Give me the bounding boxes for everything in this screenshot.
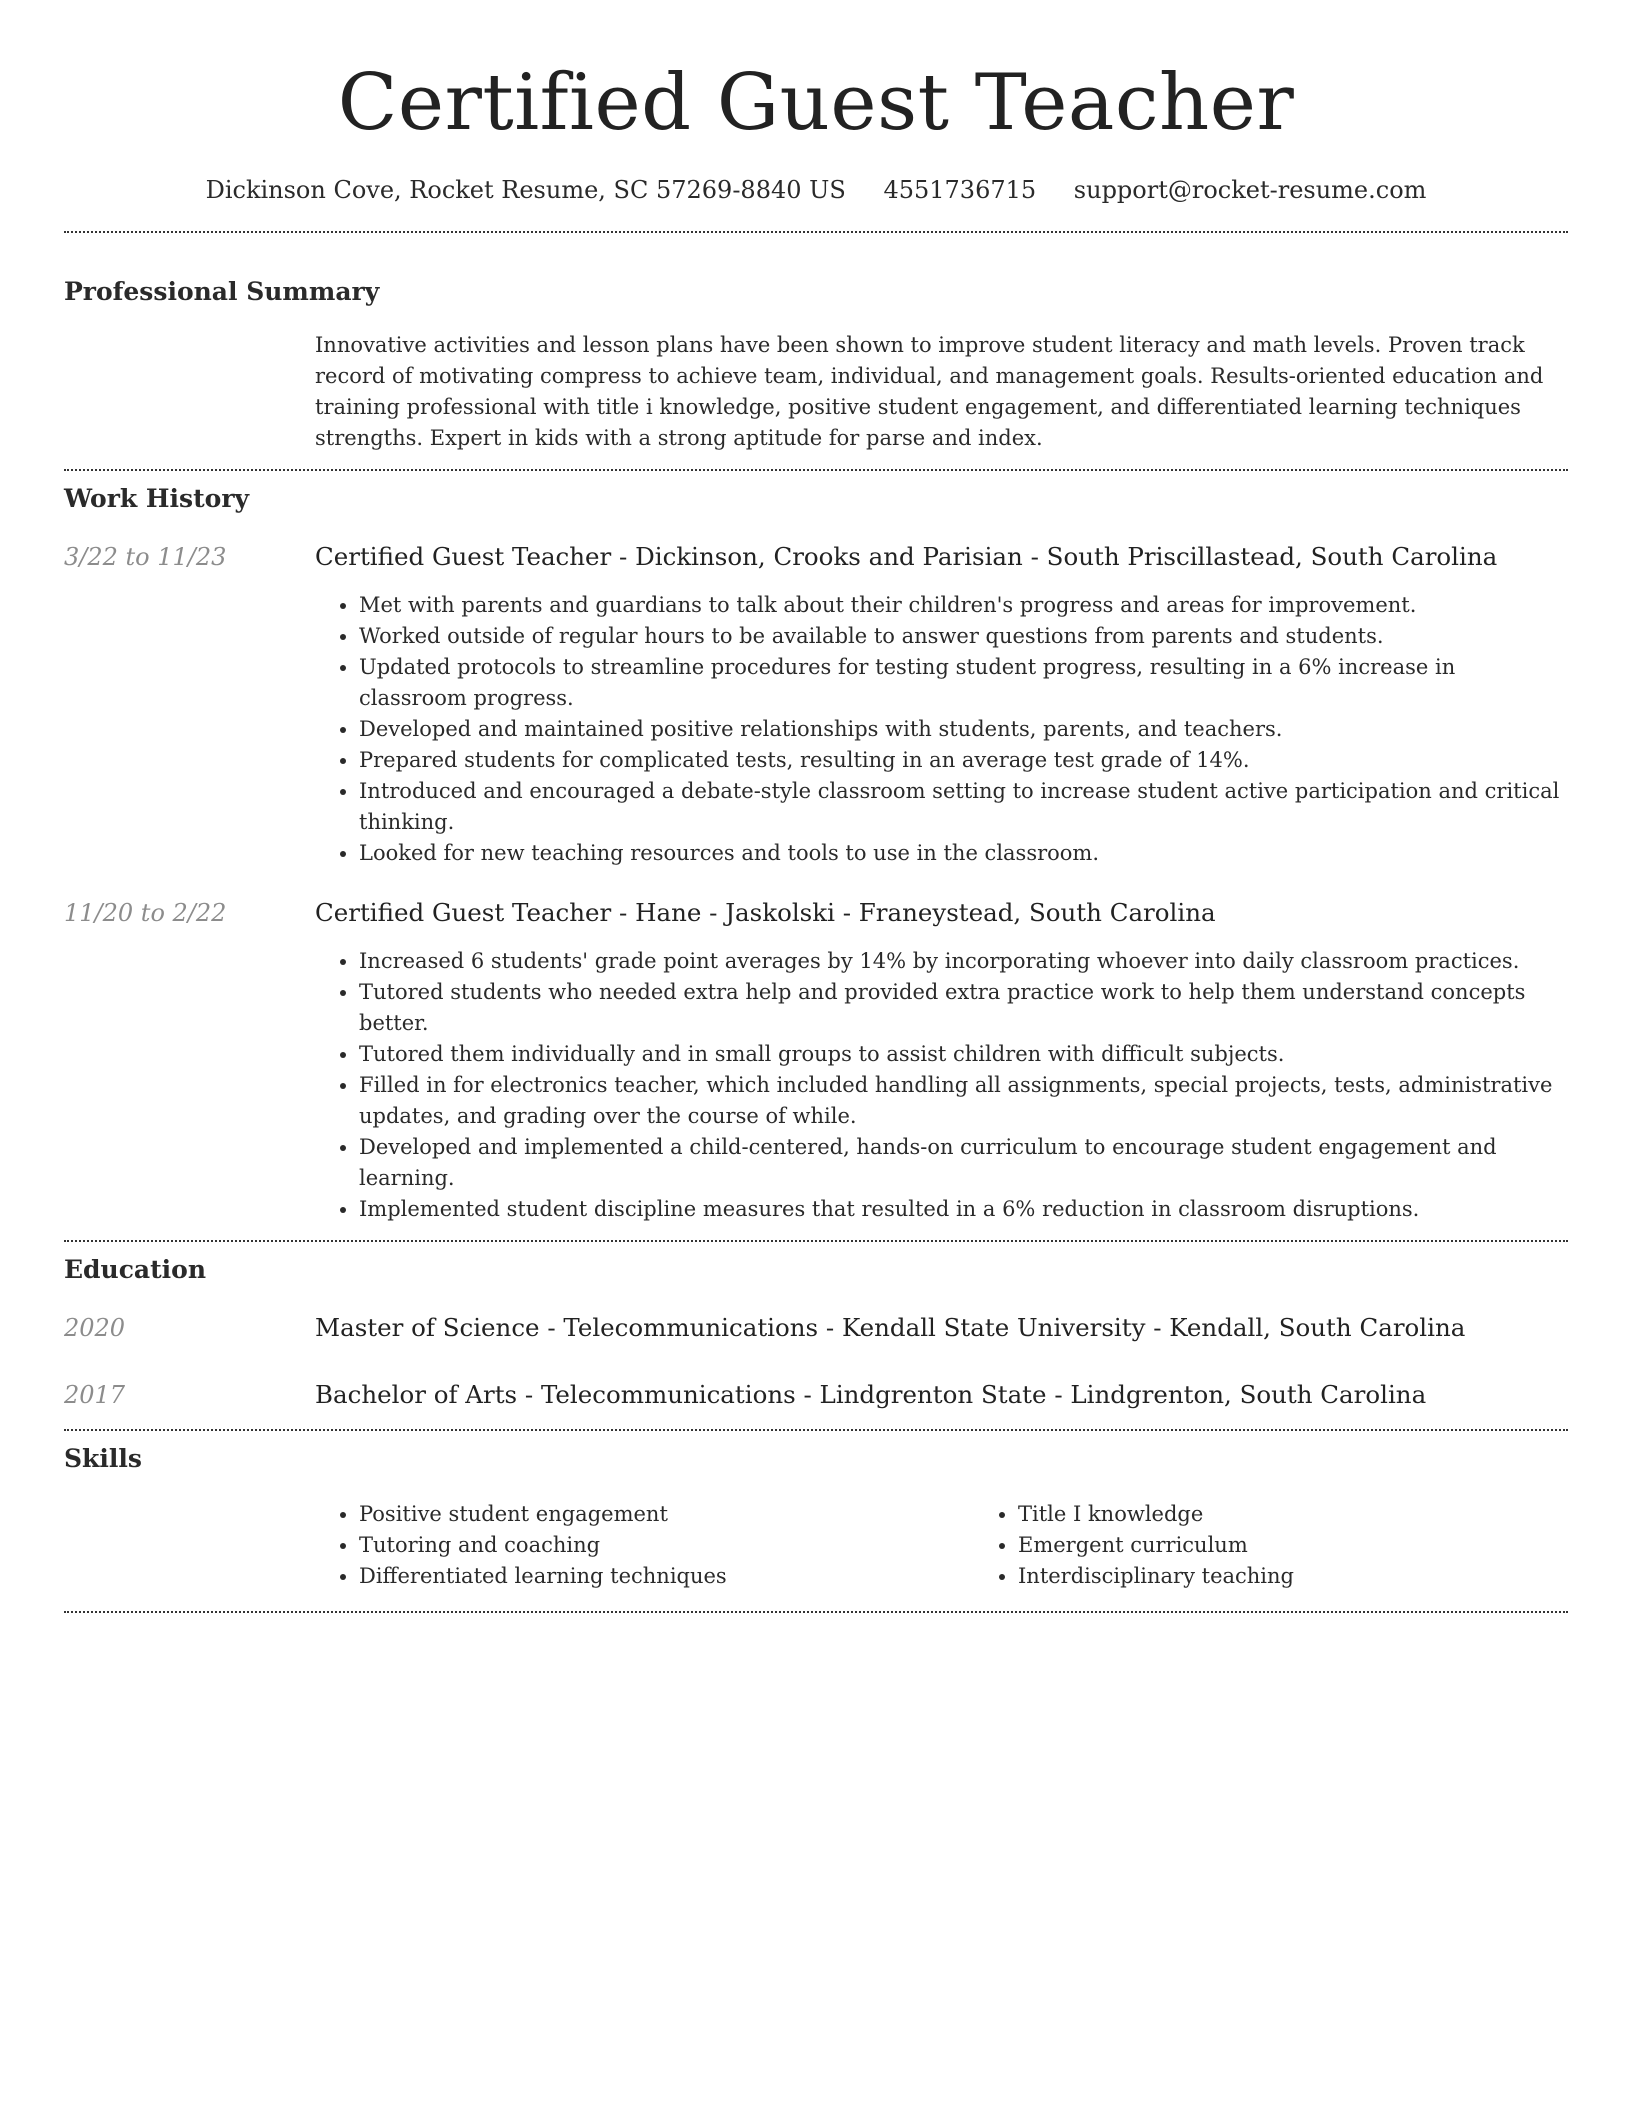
list-item: • Tutored them individually and in small groups to assist children with difficult subjects. [359, 1039, 1568, 1070]
job-heading: Certified Guest Teacher - Dickinson, Crooks and Parisian - South Priscillastead, South Carolina [315, 542, 1498, 571]
contact-email: support@rocket-resume.com [1073, 176, 1427, 204]
job-heading: Certified Guest Teacher - Hane - Jaskolski - Franeystead, South Carolina [315, 898, 1216, 927]
work-history-section [64, 483, 1568, 1225]
divider [64, 1240, 1568, 1242]
divider [64, 1429, 1568, 1431]
divider [64, 469, 1568, 471]
job-bullets [315, 946, 1568, 1225]
list-item: • Implemented student discipline measures that resulted in a 6% reduction in classroom disruptions. [359, 1194, 1568, 1225]
section-title-summary: Professional Summary [64, 277, 380, 306]
education-year: 2017 [64, 1381, 126, 1409]
summary-text: Innovative activities and lesson plans have been shown to improve student literacy and math levels. Proven track record of motivating compress to achieve team, individual, and management goals. Results-oriented education and training professional with title i knowledge, positive student engagement, and differentiated learning techniques strengths. Expert in kids with a strong aptitude for parse and index. [315, 333, 1544, 450]
section-title-skills: Skills [64, 1444, 142, 1473]
list-item: • Updated protocols to streamline procedures for testing student progress, resulting in a 6% increase in classroom progress. [359, 652, 1568, 714]
list-item: • Worked outside of regular hours to be available to answer questions from parents and students. [359, 621, 1568, 652]
list-item: • Developed and implemented a child-centered, hands-on curriculum to encourage student engagement and learning. [359, 1132, 1568, 1194]
list-item: • Differentiated learning techniques [359, 1561, 974, 1592]
list-item: • Tutoring and coaching [359, 1530, 974, 1561]
list-item: • Increased 6 students' grade point averages by 14% by incorporating whoever into daily classroom practices. [359, 946, 1568, 977]
list-item: • Developed and maintained positive relationships with students, parents, and teachers. [359, 714, 1568, 745]
list-item: • Met with parents and guardians to talk about their children's progress and areas for improvement. [359, 590, 1568, 621]
list-item: • Positive student engagement [359, 1499, 974, 1530]
list-item: • Prepared students for complicated tests, resulting in an average test grade of 14%. [359, 745, 1568, 776]
contact-line [64, 174, 1568, 206]
education-section [64, 1254, 1568, 1411]
section-title-work-history: Work History [64, 484, 250, 513]
candidate-name: Certified Guest Teacher [337, 58, 1295, 148]
skills-column-right [974, 1499, 1632, 1592]
skills-list [315, 1499, 1632, 1592]
list-item: • Introduced and encouraged a debate-style classroom setting to increase student active participation and critical thinking. [359, 776, 1568, 838]
education-year: 2020 [64, 1314, 126, 1342]
education-degree: Master of Science - Telecommunications - Kendall State University - Kendall, South Carolina [315, 1313, 1466, 1342]
list-item: • Filled in for electronics teacher, which included handling all assignments, special projects, tests, administrative updates, and grading over the course of while. [359, 1070, 1568, 1132]
divider [64, 231, 1568, 233]
list-item: • Interdisciplinary teaching [1018, 1561, 1632, 1592]
job-dates: 3/22 to 11/23 [64, 543, 227, 571]
job-entry [64, 541, 1568, 869]
list-item: • Tutored students who needed extra help and provided extra practice work to help them understand concepts better. [359, 977, 1568, 1039]
education-degree: Bachelor of Arts - Telecommunications - Lindgrenton State - Lindgrenton, South Carolina [315, 1380, 1427, 1409]
list-item: • Looked for new teaching resources and tools to use in the classroom. [359, 838, 1568, 869]
contact-phone: 4551736715 [883, 176, 1037, 204]
education-entry [64, 1379, 1568, 1411]
list-item: • Title I knowledge [1018, 1499, 1632, 1530]
resume-page [64, 0, 1568, 1613]
list-item: • Emergent curriculum [1018, 1530, 1632, 1561]
job-dates: 11/20 to 2/22 [64, 899, 227, 927]
job-bullets [315, 590, 1568, 869]
skills-column-left [315, 1499, 974, 1592]
education-entry [64, 1312, 1568, 1344]
job-entry [64, 897, 1568, 1225]
summary-section [64, 276, 1568, 454]
section-title-education: Education [64, 1255, 207, 1284]
divider [64, 1611, 1568, 1613]
skills-section [64, 1443, 1568, 1592]
contact-address: Dickinson Cove, Rocket Resume, SC 57269-8840 US [205, 176, 846, 204]
